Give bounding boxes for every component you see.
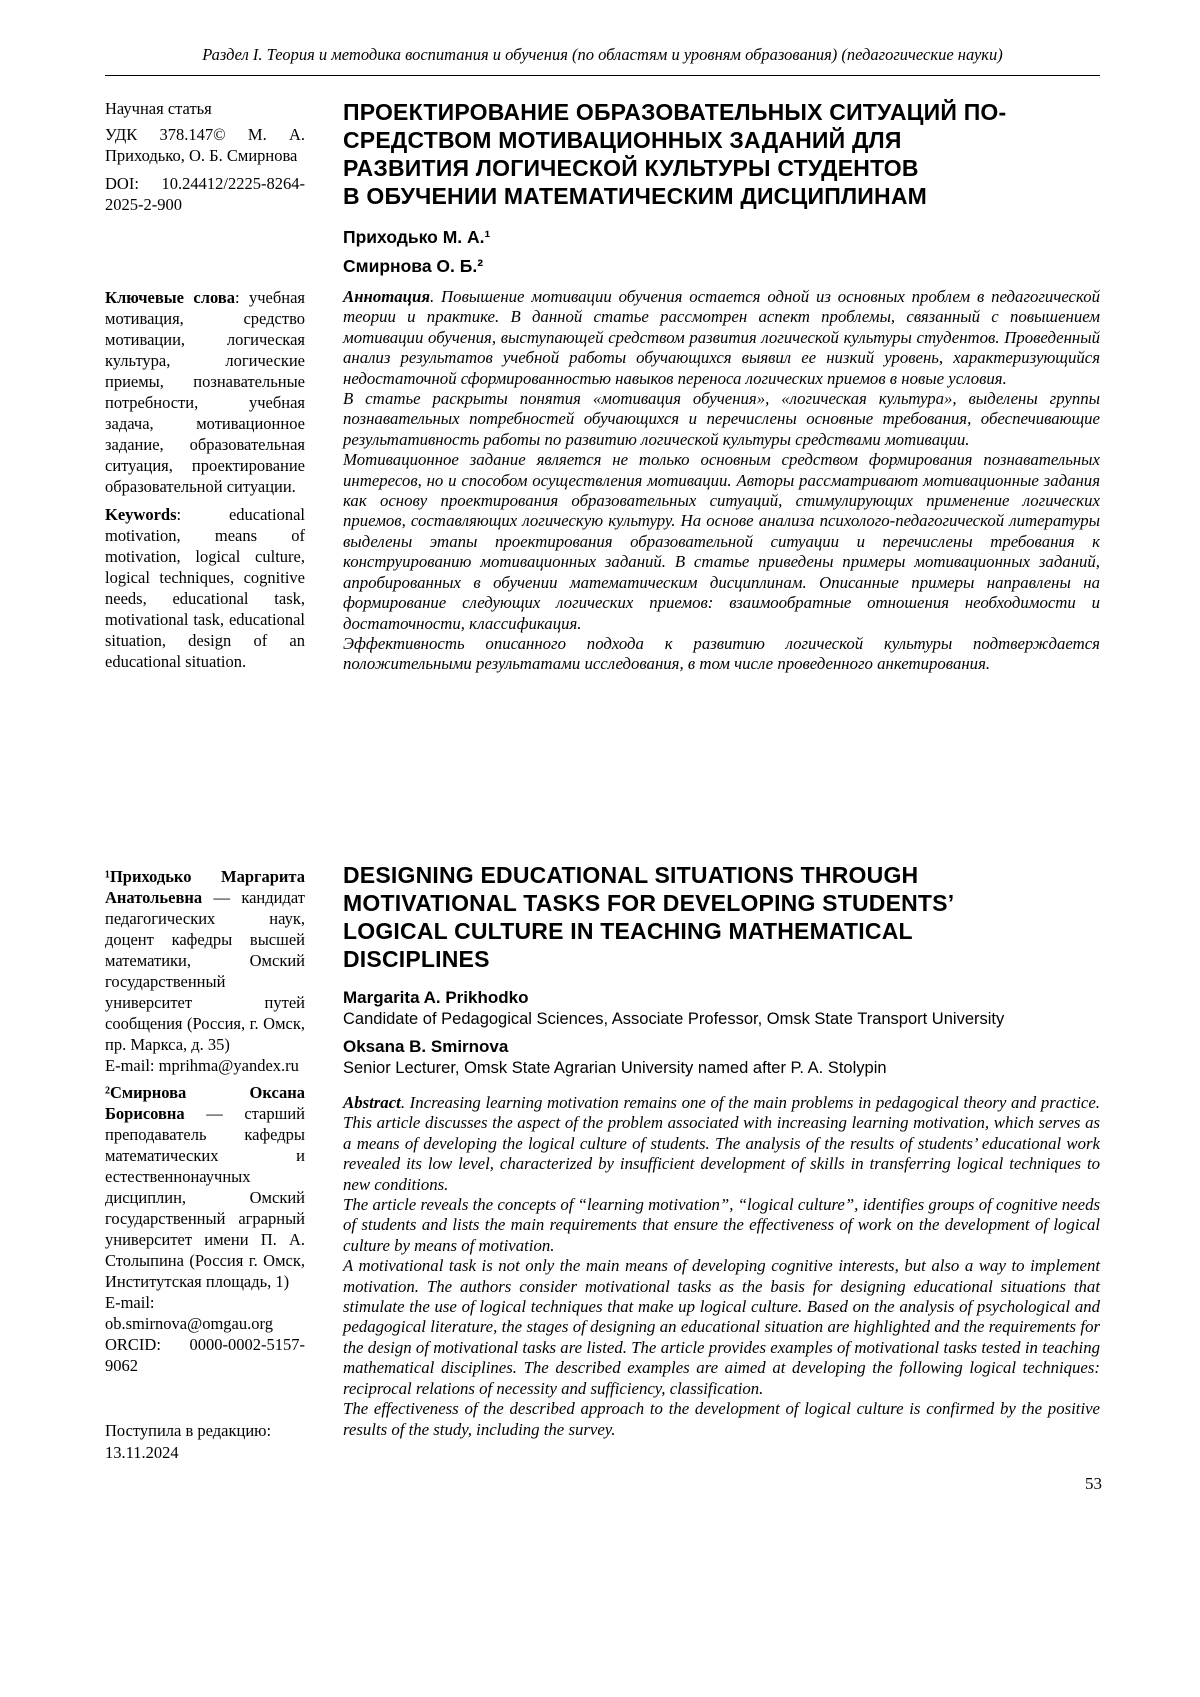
abstract-ru-paragraph-4: Эффективность описанного подхода к развитию логической культуры подтверждается положительными результатами исследования, в том числе проведенного анкетирования. [343, 633, 1100, 674]
author-bio-2-orcid: ORCID: 0000-0002-5157-9062 [105, 1335, 305, 1375]
abstract-ru-paragraph-1-text: . Повышение мотивации обучения остается одной из основных проблем в педагогической теории и практике. В данной статье рассмотрен аспект проблемы, связанный с повышением мотивации обучения, выступающей средством развития логической культуры студентов. Проведенный анализ результатов учебной работы обучающихся выявил ее низкий уровень, характеризующийся недостаточной сформированностью навыков переноса логических приемов в новые условия. [343, 287, 1100, 388]
abstract-en [343, 1093, 1100, 1440]
author-bios [105, 866, 305, 1376]
received-label: Поступила в редакцию: [105, 1421, 272, 1440]
abstract-en-paragraph-1 [343, 1093, 1100, 1195]
header-rule [105, 75, 1100, 76]
left-column [105, 98, 305, 672]
author-en-1-name: Margarita A. Prikhodko [343, 988, 529, 1007]
keywords-ru-text: : учебная мотивация, средство мотивации, логическая культура, логические приемы, познавательные потребности, учебная задача, мотивационное задание, образовательная ситуация, проектирование образовательной ситуации. [105, 288, 305, 496]
abstract-en-paragraph-2: The article reveals the concepts of “learning motivation”, “logical culture”, identifies groups of cognitive needs of students and lists the main requirements that ensure the effectiveness of work on the development of logical culture by means of motivation. [343, 1195, 1100, 1255]
abstract-en-paragraph-1-text: . Increasing learning motivation remains one of the main problems in pedagogical theory and practice. This article discusses the aspect of the problem associated with increasing learning motivation, which serves as a means of developing the logical culture of students. The analysis of the results of students’ educational work revealed its low level, characterized by insufficient development of skills in transferring logical techniques to new conditions. [343, 1093, 1100, 1194]
abstract-ru-label: Аннотация [343, 287, 430, 306]
author-bio-2-text: — старший преподаватель кафедры математических и естественнонаучных дисциплин, Омский государственный аграрный университет имени П. А. Столыпина (Россия г. Омск, Институтская площадь, 1) [105, 1104, 305, 1291]
author-ru-1: Приходько М. А.¹ [343, 227, 491, 247]
abstract-en-paragraph-3: A motivational task is not only the main means of developing cognitive interests, but also a way to implement motivation. The authors consider motivational tasks as the basis for designing educational situations that stimulate the use of logical techniques that make up logical culture. Based on the analysis of psychological and pedagogical literature, the stages of designing an educational situation are highlighted and the requirements for the design of motivational tasks are listed. The article provides examples of motivational tasks tested in teaching mathematical disciplines. The described examples are aimed at developing the following logical techniques: reciprocal relations of necessity and sufficiency, classification. [343, 1256, 1100, 1398]
authors-en [343, 987, 1100, 1079]
keywords-ru-label: Ключевые слова [105, 288, 235, 307]
running-header: Раздел I. Теория и методика воспитания и обучения (по областям и уровням образования) (педагогические науки) [202, 45, 1003, 64]
author-bio-1-name: ¹Приходько Маргарита Анатольевна [105, 867, 305, 907]
page-number: 53 [1085, 1474, 1102, 1493]
abstract-ru-paragraph-1 [343, 287, 1100, 389]
abstract-en-paragraph-4: The effectiveness of the described approach to the development of logical culture is confirmed by the positive results of the study, including the survey. [343, 1399, 1100, 1439]
abstract-ru-paragraph-3: Мотивационное задание является не только основным средством формирования познавательных интересов, но и способом осуществления мотивации. Авторы рассматривают мотивационные задания как основу проектирования образовательных ситуаций, стимулирующих применение логических приемов, составляющих логическую культуру. На основе анализа психолого-педагогической литературы выделены этапы проектирования образовательной ситуации и перечислены требования к конструированию мотивационных заданий. В статье приведены примеры мотивационных заданий, апробированных в обучении математическим дисциплинам. Описанные примеры направлены на формирование следующих логических приемов: взаимообратные отношения необходимости и достаточности, классификация. [343, 450, 1100, 633]
author-bio-1-email: E-mail: mprihma@yandex.ru [105, 1056, 299, 1075]
article-type-label: Научная статья [105, 99, 212, 118]
article-title-en: DESIGNING EDUCATIONAL SITUATIONS THROUGH MOTIVATIONAL TASKS FOR DEVELOPING STUDENTS’ LOGICAL CULTURE IN TEACHING MATHEMATICAL DISCIPLINES [343, 862, 955, 972]
author-bio-2-email: E-mail: ob.smirnova@omgau.org [105, 1293, 273, 1333]
abstract-ru [343, 287, 1100, 845]
keywords-en-text: : educational motivation, means of motivation, logical culture, logical techniques, cognitive needs, educational task, motivational task, educational situation, design of an educational situation. [105, 505, 305, 671]
received-date: 13.11.2024 [105, 1443, 179, 1462]
author-en-1-affiliation: Candidate of Pedagogical Sciences, Associate Professor, Omsk State Transport University [343, 1010, 1005, 1028]
abstract-en-label: Abstract [343, 1093, 401, 1112]
keywords-en [105, 504, 305, 672]
author-en-2-name: Oksana B. Smirnova [343, 1037, 509, 1056]
author-ru-2: Смирнова О. Б.² [343, 256, 484, 276]
author-en-1 [343, 987, 1100, 1030]
keywords-ru [105, 287, 305, 497]
right-column [343, 98, 1100, 1440]
article-title-ru: ПРОЕКТИРОВАНИЕ ОБРАЗОВАТЕЛЬНЫХ СИТУАЦИЙ ПО- СРЕДСТВОМ МОТИВАЦИОННЫХ ЗАДАНИЙ ДЛЯ РАЗВИТИЯ ЛОГИЧЕСКОЙ КУЛЬТУРЫ СТУДЕНТОВ В ОБУЧЕНИИ МАТЕМАТИЧЕСКИМ ДИСЦИПЛИНАМ [343, 99, 1007, 209]
author-bio-2-name: ²Смирнова Оксана Борисовна [105, 1083, 305, 1123]
author-bio-1-text: — кандидат педагогических наук, доцент кафедры высшей математики, Омский государственный университет путей сообщения (Россия, г. Омск, пр. Маркса, д. 35) [105, 888, 305, 1054]
received-block [105, 1420, 305, 1464]
udc-line: УДК 378.147© М. А. Приходько, О. Б. Смирнова [105, 125, 305, 165]
authors-ru [343, 226, 1100, 277]
abstract-ru-paragraph-2: В статье раскрыты понятия «мотивация обучения», «логическая культура», выделены группы познавательных потребностей обучающихся и перечислены основные требования, обеспечивающие результативность работы по развитию логической культуры средствами мотивации. [343, 389, 1100, 449]
author-bio-1 [105, 866, 305, 1076]
keywords-en-label: Keywords [105, 505, 177, 524]
doi-line: DOI: 10.24412/2225-8264-2025-2-900 [105, 174, 305, 214]
author-en-2-affiliation: Senior Lecturer, Omsk State Agrarian University named after P. A. Stolypin [343, 1059, 887, 1077]
author-bio-2 [105, 1082, 305, 1376]
author-en-2 [343, 1036, 1100, 1079]
